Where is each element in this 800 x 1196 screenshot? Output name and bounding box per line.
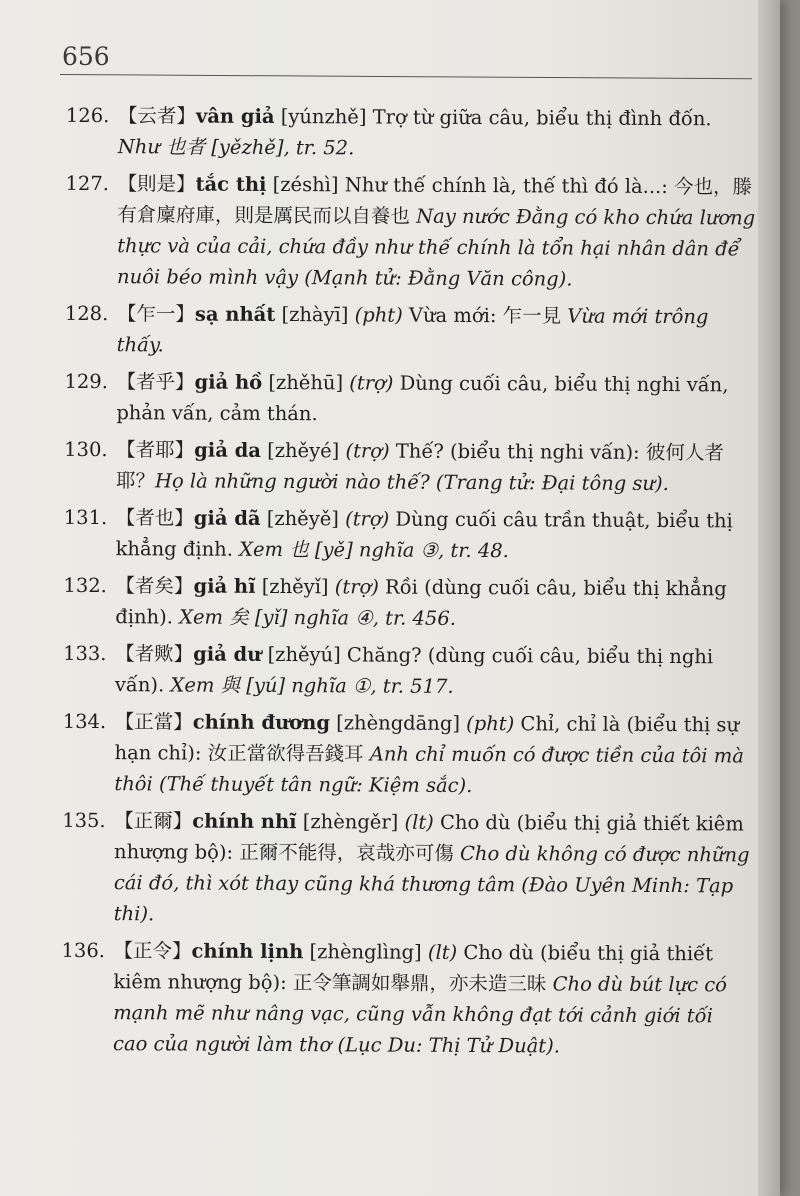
pinyin: [zhěyú]: [267, 642, 341, 667]
word-class-tag: (pht): [348, 303, 403, 327]
headword-han: 【者歟】: [115, 642, 194, 666]
headword-reading: chính đương: [192, 710, 331, 735]
dictionary-entry: [61, 935, 752, 1062]
dictionary-entry: [62, 805, 753, 932]
headword-han: 【者矣】: [115, 574, 194, 598]
example-translation: Như 也者 [yězhě], tr. 52.: [117, 135, 355, 160]
pinyin: [zhàyī]: [281, 303, 349, 327]
headword-reading: sạ nhất: [194, 302, 276, 326]
headword-han: 【正爾】: [114, 809, 193, 833]
definition: Cho dù (biểu thị giả thiết kiêm nhượng bộ): 正爾不能得，哀哉亦可傷: [114, 810, 744, 865]
example-translation: Nay nước Đằng có kho chứa lương thực và của cải, chứa đầy như thế chính là tổn hại nhân dân để nuôi béo mình vậy (Mạnh tử: Đằng Văn công).: [117, 204, 756, 291]
definition: Dùng cuối câu, biểu thị nghi vấn, phản vấn, cảm thán.: [116, 371, 729, 426]
word-class-tag: (pht): [459, 711, 515, 736]
headword-han: 【乍一】: [116, 302, 195, 326]
entry-number: 136.: [61, 938, 106, 963]
entry-number: 129.: [64, 369, 109, 394]
headword-reading: giả hĩ: [193, 574, 256, 598]
word-class-tag: (trợ): [339, 439, 390, 463]
headword-han: 【正當】: [114, 710, 193, 734]
pinyin: [zhènglìng]: [309, 940, 422, 964]
headword-reading: tắc thị: [195, 172, 267, 196]
definition: Chăng? (dùng cuối câu, biểu thị nghi vấn).: [114, 643, 714, 697]
headword-han: 【正令】: [113, 939, 192, 963]
definition: Vừa mới: 乍一見: [402, 303, 568, 328]
entry-number: 134.: [62, 709, 107, 734]
definition: Rồi (dùng cuối câu, biểu thị khẳng định).: [115, 575, 727, 629]
definition: Chỉ, chỉ là (biểu thị sự hạn chỉ): 汝正當欲得吾錢耳: [114, 712, 740, 766]
headword-han: 【者耶】: [116, 438, 195, 462]
page-number: 656: [62, 42, 110, 71]
word-class-tag: (lt): [398, 810, 434, 834]
pinyin: [zéshì]: [272, 172, 339, 197]
example-translation: Vừa mới trông thấy.: [116, 304, 709, 357]
dictionary-entry: [65, 100, 756, 165]
headword-reading: giả dư: [193, 642, 262, 666]
headword-han: 【者也】: [115, 506, 194, 530]
header-rule: [60, 74, 752, 79]
definition: Như thế chính là, thế thì đó là...: 今也，滕有倉廩府庫，則是厲民而以自養也: [117, 173, 753, 228]
dictionary-entry: [63, 502, 754, 567]
word-class-tag: (trợ): [338, 507, 390, 531]
entry-number: 132.: [63, 573, 107, 598]
example-translation: Họ là những người nào thế? (Trang tử: Đại tông sư).: [154, 469, 669, 496]
headword-reading: chính nhĩ: [192, 809, 297, 834]
dictionary-entry: [64, 298, 755, 363]
entry-number: 130.: [64, 437, 108, 462]
dictionary-entry: [64, 366, 754, 431]
headword-han: 【者乎】: [116, 370, 195, 394]
word-class-tag: (lt): [421, 940, 458, 964]
dictionary-entries: [61, 100, 756, 1068]
headword-han: 【則是】: [117, 172, 196, 196]
headword-reading: chính lịnh: [191, 939, 304, 964]
dictionary-entry: [63, 570, 753, 635]
headword-reading: giả da: [194, 438, 261, 462]
example-translation: Xem 也 [yě] nghĩa ③, tr. 48.: [239, 537, 509, 563]
entry-number: 135.: [62, 808, 106, 833]
dictionary-entry: [64, 434, 754, 499]
pinyin: [zhěyǐ]: [261, 574, 329, 599]
pinyin: [zhèngěr]: [302, 810, 399, 834]
entry-number: 127.: [65, 171, 110, 196]
example-translation: Cho dù bút lực có mạnh mẽ như nâng vạc, cũng vẫn không đạt tới cảnh giới tối cao của người làm thơ (Lục Du: Thị Tử Duật).: [112, 972, 727, 1058]
headword-han: 【云者】: [117, 104, 196, 128]
headword-reading: giả hồ: [194, 370, 263, 394]
dictionary-entry: [63, 638, 753, 703]
dictionary-entry: [65, 168, 756, 295]
definition: Thế? (biểu thị nghi vấn): 彼何人者耶？: [115, 439, 724, 493]
example-translation: Cho dù không có được những cái đó, thì xót thay cũng khá thương tâm (Đào Uyên Minh: Tạp thi).: [113, 841, 750, 926]
definition: Dùng cuối câu trần thuật, biểu thị khẳng định.: [115, 507, 733, 561]
example-translation: Xem 矣 [yǐ] nghĩa ④, tr. 456.: [179, 605, 457, 630]
word-class-tag: (trợ): [328, 575, 379, 599]
entry-number: 131.: [63, 505, 108, 530]
entry-number: 126.: [65, 103, 110, 128]
entry-number: 128.: [64, 301, 109, 326]
definition: Cho dù (biểu thị giả thiết kiêm nhượng bộ): 正令筆調如舉鼎，亦未造三昧: [113, 940, 714, 996]
page-edge: [758, 0, 780, 1196]
pinyin: [yúnzhě]: [280, 105, 367, 129]
example-translation: Anh chỉ muốn có được tiền của tôi mà thôi (Thế thuyết tân ngữ: Kiệm sắc).: [114, 742, 744, 798]
headword-reading: giả dã: [193, 506, 261, 530]
definition: Trợ từ giữa câu, biểu thị đình đốn.: [366, 105, 712, 131]
entry-number: 133.: [63, 641, 107, 666]
pinyin: [zhěyě]: [266, 506, 339, 531]
pinyin: [zhèngdāng]: [336, 711, 461, 735]
pinyin: [zhěyé]: [267, 438, 340, 463]
word-class-tag: (trợ): [343, 371, 394, 395]
dictionary-entry: [62, 706, 752, 802]
example-translation: Xem 與 [yú] nghĩa ①, tr. 517.: [170, 673, 454, 698]
headword-reading: vân giả: [195, 104, 275, 128]
pinyin: [zhěhū]: [268, 370, 344, 395]
